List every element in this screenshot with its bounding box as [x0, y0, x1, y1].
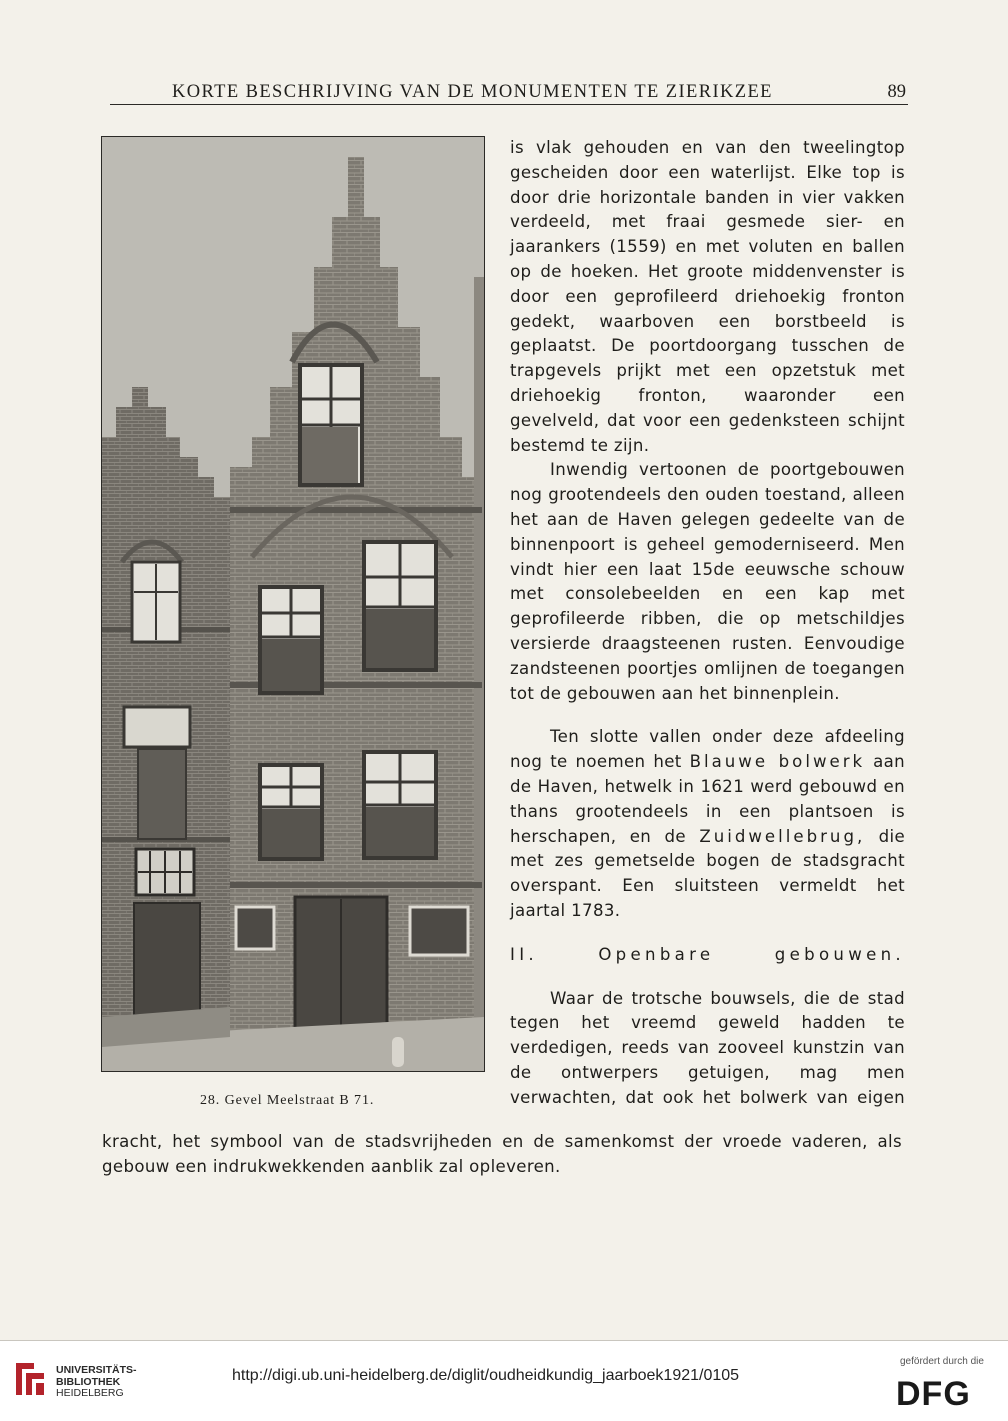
text-column	[510, 136, 905, 1110]
full-width-text	[102, 1129, 902, 1179]
dfg-logo: DFG	[896, 1375, 971, 1413]
running-head	[110, 80, 908, 105]
paragraph-1: is vlak gehouden en van den tweelingtop gescheiden door een waterlijst. Elke top is door drie horizontale banden in vier vakken verdeeld, met fraai gesmede sier- en jaarankers (1559) en met voluten en ballen op de hoeken. Het groote middenvenster is door een geprofileerd driehoekig fronton gedekt, waarboven een borstbeeld is geplaatst. De poortdoorgang tusschen de trapgevels prijkt met een opzetstuk met driehoekig fronton, waaronder een gevelveld, dat voor een gedenksteen schijnt bestemd te zijn.	[510, 138, 905, 455]
page-number: 89	[887, 82, 906, 102]
facade-photograph	[101, 136, 485, 1072]
library-line-2: BIBLIOTHEK	[56, 1375, 121, 1388]
running-title: KORTE BESCHRIJVING VAN DE MONUMENTEN TE ZIERIKZEE	[172, 82, 773, 102]
funding-note: gefördert durch die	[900, 1356, 984, 1367]
paragraph-2: Inwendig vertoonen de poortgebouwen nog grootendeels den ouden toestand, alleen het aan de Haven gelegen gedeelte van de binnenpoort is geheel gemoderniseerd. Men vindt hier een laat 15de eeuwsche schouw met consolebeelden en een kap met geprofileerde ribben, die op metschildjes versierde draagsteenen rusten. Eenvoudige zandsteenen poortjes omlijnen de toegangen tot de gebouwen aan het binnenplein.	[510, 460, 905, 703]
viewer-footer	[0, 1340, 1008, 1421]
paragraph-3-part-a: Ten slotte vallen onder deze afdeeling nog te noemen het	[510, 727, 905, 772]
figure-caption: 28. Gevel Meelstraat B 71.	[200, 1093, 375, 1108]
permalink-url[interactable]: http://digi.ub.uni-heidelberg.de/diglit/oudheidkundig_jaarboek1921/0105	[232, 1367, 740, 1384]
zuidwellebrug-term: Zuidwellebrug,	[699, 826, 866, 846]
section-heading: II. Openbare gebouwen.	[510, 944, 905, 964]
paragraph-gap	[510, 924, 905, 943]
paragraph-3-part-e: die met zes gemetselde bogen de stadsgracht overspant. Een sluitsteen vermeldt het jaartal 1783.	[510, 826, 906, 920]
university-library-logo-icon	[12, 1359, 48, 1399]
paragraph-4: Waar de trotsche bouwsels, die de stad tegen het vreemd geweld hadden te verdedigen, reeds van zooveel kunstzin van de ontwerpers getuigen, mag men verwachten, dat ook het bolwerk van eigen	[510, 988, 905, 1107]
paragraph-gap	[510, 968, 905, 987]
library-line-1: UNIVERSITÄTS-	[56, 1364, 137, 1376]
paragraph-gap	[510, 706, 905, 725]
paragraph-3	[510, 725, 905, 923]
library-name	[56, 1365, 137, 1400]
blauwe-bolwerk-term: Blauwe bolwerk	[689, 752, 866, 772]
paragraph-3-part-c: aan de Haven, hetwelk in 1621 werd gebouwd en thans grootendeels in een plantsoen is herschapen, en de	[510, 752, 906, 846]
facade-illustration	[102, 137, 484, 1071]
library-line-3: HEIDELBERG	[56, 1387, 124, 1399]
paragraph-4-continuation: kracht, het symbool van de stadsvrijheden en de samenkomst der vroede vaderen, als gebouw een indrukwekkenden aanblik zal opleveren.	[102, 1132, 902, 1176]
